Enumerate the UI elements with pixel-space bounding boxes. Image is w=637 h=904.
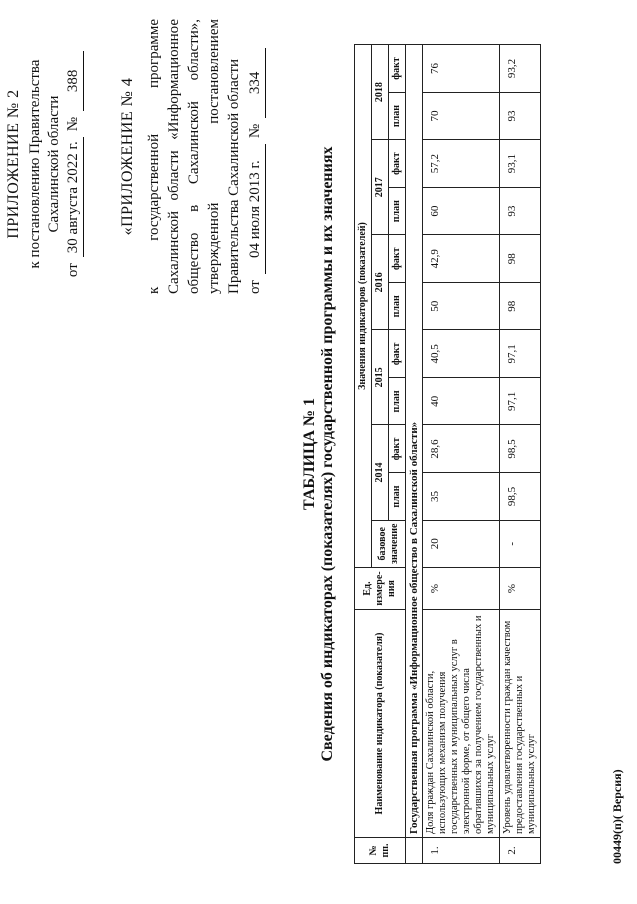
header-year-2014: 2014	[372, 425, 389, 520]
header-plan: план	[389, 283, 406, 330]
section-title: Государственная программа «Информационное общество в Сахалинской области»	[406, 45, 423, 838]
header-year-2016: 2016	[372, 235, 389, 330]
header-num: № пп.	[355, 838, 406, 864]
header-fact: факт	[389, 140, 406, 188]
appendix-2-block	[4, 24, 84, 304]
row-base: -	[500, 520, 541, 567]
table-subtitle: Сведения об индикаторах (показателях) государственной программы и их значениях	[319, 146, 336, 762]
row-value: 93,1	[500, 140, 541, 188]
row-value: 60	[423, 188, 500, 235]
header-fact: факт	[389, 330, 406, 378]
header-unit: Ед. измере-ния	[355, 568, 406, 610]
header-plan: план	[389, 473, 406, 520]
appendix-2-line-1: к постановлению Правительства	[27, 59, 43, 269]
appendix-2-from-label: от	[65, 263, 81, 278]
row-value: 40	[423, 378, 500, 425]
row-value: 98,5	[500, 425, 541, 473]
row-unit: %	[500, 568, 541, 610]
header-name: Наименование индикатора (показателя)	[355, 610, 406, 838]
row-value: 97,1	[500, 378, 541, 425]
appendix-4-body: к государственной программе Сахалинской области «Информационное общество в Сахалинской области», утвержденной постановлением Правительства Сахалинской области	[146, 19, 242, 294]
appendix-4-from-label: от	[247, 280, 263, 294]
table-row	[423, 45, 500, 864]
row-base: 20	[423, 520, 500, 567]
appendix-2-line-2: Сахалинской области	[46, 95, 62, 233]
row-value: 57,2	[423, 140, 500, 188]
appendix-2-number: 388	[64, 51, 84, 111]
row-value: 98,5	[500, 473, 541, 520]
header-values: Значения индикаторов (показателей)	[355, 45, 372, 568]
appendix-2-title: ПРИЛОЖЕНИЕ № 2	[5, 89, 22, 239]
table-header-row-1	[355, 45, 372, 864]
row-value: 93,2	[500, 45, 541, 93]
header-plan: план	[389, 188, 406, 235]
appendix-2-date-line	[64, 24, 84, 304]
appendix-4-date-line	[245, 19, 266, 294]
appendix-4-number: 334	[245, 48, 266, 118]
row-value: 93	[500, 188, 541, 235]
indicators-table	[354, 44, 541, 864]
row-value: 28,6	[423, 425, 500, 473]
table-title: ТАБЛИЦА № 1	[301, 397, 318, 511]
header-year-2015: 2015	[372, 330, 389, 425]
header-year-2018: 2018	[372, 45, 389, 140]
row-value: 98	[500, 283, 541, 330]
row-value: 76	[423, 45, 500, 93]
header-year-2017: 2017	[372, 140, 389, 235]
row-value: 70	[423, 92, 500, 139]
row-unit: %	[423, 568, 500, 610]
document-footer-code: 00449(п)( Версия)	[610, 769, 624, 864]
row-value: 97,1	[500, 330, 541, 378]
row-value: 93	[500, 92, 541, 139]
section-row	[406, 45, 423, 864]
table-row	[500, 45, 541, 864]
row-value: 40,5	[423, 330, 500, 378]
section-num-cell	[406, 838, 423, 864]
row-value: 50	[423, 283, 500, 330]
header-fact: факт	[389, 425, 406, 473]
appendix-2-date: 30 августа 2022 г.	[64, 137, 84, 257]
appendix-4-title: «ПРИЛОЖЕНИЕ № 4	[119, 77, 136, 236]
row-name: Доля граждан Сахалинской области, использующих механизм получения государственных и муниципальных услуг в электронной форме, от общего числа обратившихся за получением государственных и муниципальных услуг	[423, 610, 500, 838]
row-value: 98	[500, 235, 541, 283]
header-base: базовое значение	[372, 520, 406, 567]
appendix-4-no-label: №	[247, 123, 263, 139]
row-name: Уровень удовлетворенности граждан качеством предоставления государственных и муниципальных услуг	[500, 610, 541, 838]
appendix-4-date: 04 июля 2013 г.	[245, 144, 266, 274]
row-num: 2.	[500, 838, 541, 864]
header-fact: факт	[389, 45, 406, 93]
header-plan: план	[389, 92, 406, 139]
appendix-4-block	[118, 19, 266, 294]
appendix-2-no-label: №	[65, 116, 81, 132]
header-plan: план	[389, 378, 406, 425]
row-value: 35	[423, 473, 500, 520]
row-value: 42,9	[423, 235, 500, 283]
header-fact: факт	[389, 235, 406, 283]
row-num: 1.	[423, 838, 500, 864]
